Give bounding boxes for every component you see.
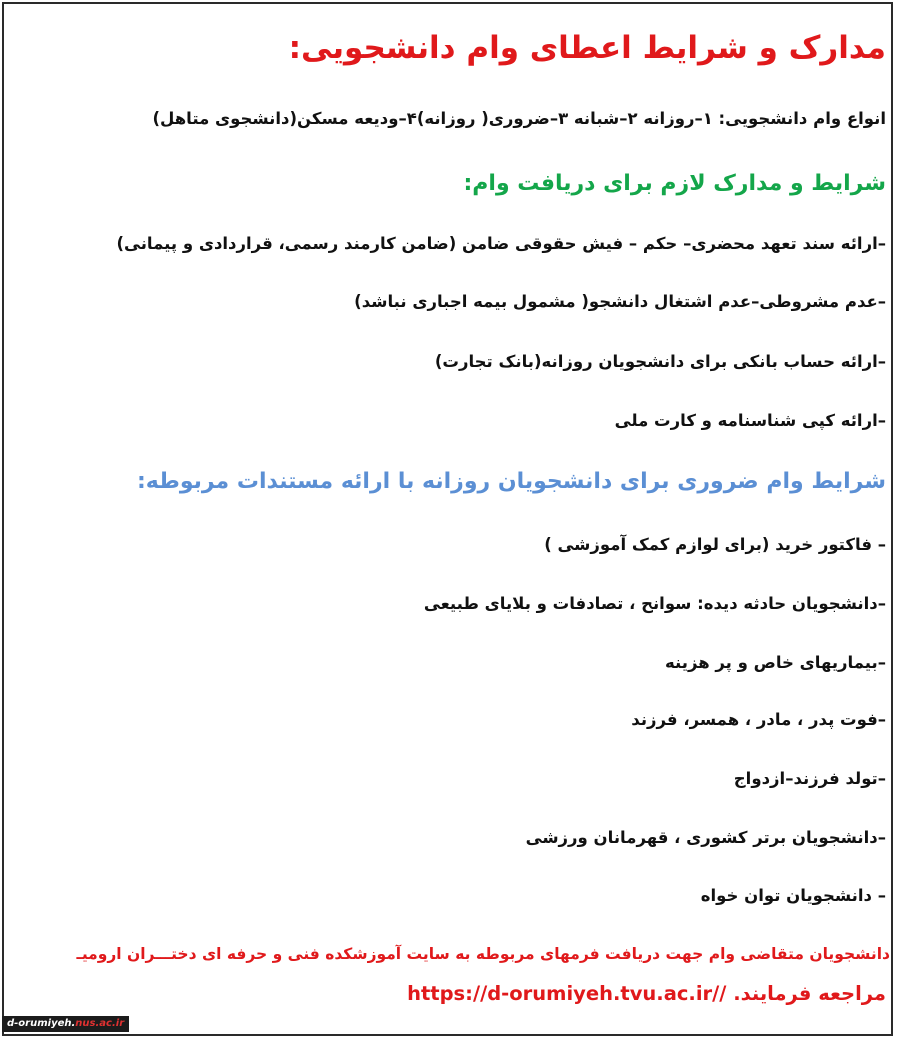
watermark <box>2 1016 129 1032</box>
list-item: –تولد فرزند–ازدواج <box>733 769 886 788</box>
footer-notice: دانشجویان متقاضی وام جهت دریافت فرمهای مربوطه به سایت آموزشکده فنی و حرفه ای دختـــران ارومیـ <box>76 945 890 963</box>
watermark-host: d-orumiyeh. <box>7 1018 76 1029</box>
footer-refer-text: مراجعه فرمایند. <box>733 982 886 1005</box>
list-item: –دانشجویان برتر کشوری ، قهرمانان ورزشی <box>525 828 886 847</box>
list-item: –ارائه کپی شناسنامه و کارت ملی <box>614 411 886 430</box>
list-item: –عدم مشروطی–عدم اشتغال دانشجو( مشمول بیمه اجباری نباشد) <box>354 292 886 311</box>
loan-types-text: انواع وام دانشجویی: ۱–روزانه ۲–شبانه ۳–ضروری( روزانه)۴–ودیعه مسکن(دانشجوی متاهل) <box>152 109 886 128</box>
watermark-domain: nus.ac.ir <box>75 1018 125 1029</box>
list-item: – فاکتور خرید (برای لوازم کمک آموزشی ) <box>544 535 886 554</box>
list-item: – دانشجویان توان خواه <box>700 886 886 905</box>
section2-heading: شرایط وام ضروری برای دانشجویان روزانه با ارائه مستندات مربوطه: <box>136 469 886 494</box>
page-title: مدارک و شرایط اعطای وام دانشجویی: <box>288 30 886 66</box>
list-item: –بیماریهای خاص و پر هزینه <box>665 653 886 672</box>
list-item: –ارائه سند تعهد محضری– حکم – فیش حقوقی ضامن (ضامن کارمند رسمی، قراردادی و پیمانی) <box>116 234 886 253</box>
footer-url-line <box>4 976 886 1012</box>
section1-heading: شرایط و مدارک لازم برای دریافت وام: <box>463 171 886 196</box>
list-item: –ارائه حساب بانکی برای دانشجویان روزانه(بانک تجارت) <box>434 352 886 371</box>
list-item: –فوت پدر ، مادر ، همسر، فرزند <box>631 710 886 729</box>
list-item: –دانشجویان حادثه دیده: سوانح ، تصادفات و بلایای طبیعی <box>423 594 886 613</box>
footer-url-link[interactable]: https://d-orumiyeh.tvu.ac.ir// <box>407 982 727 1005</box>
